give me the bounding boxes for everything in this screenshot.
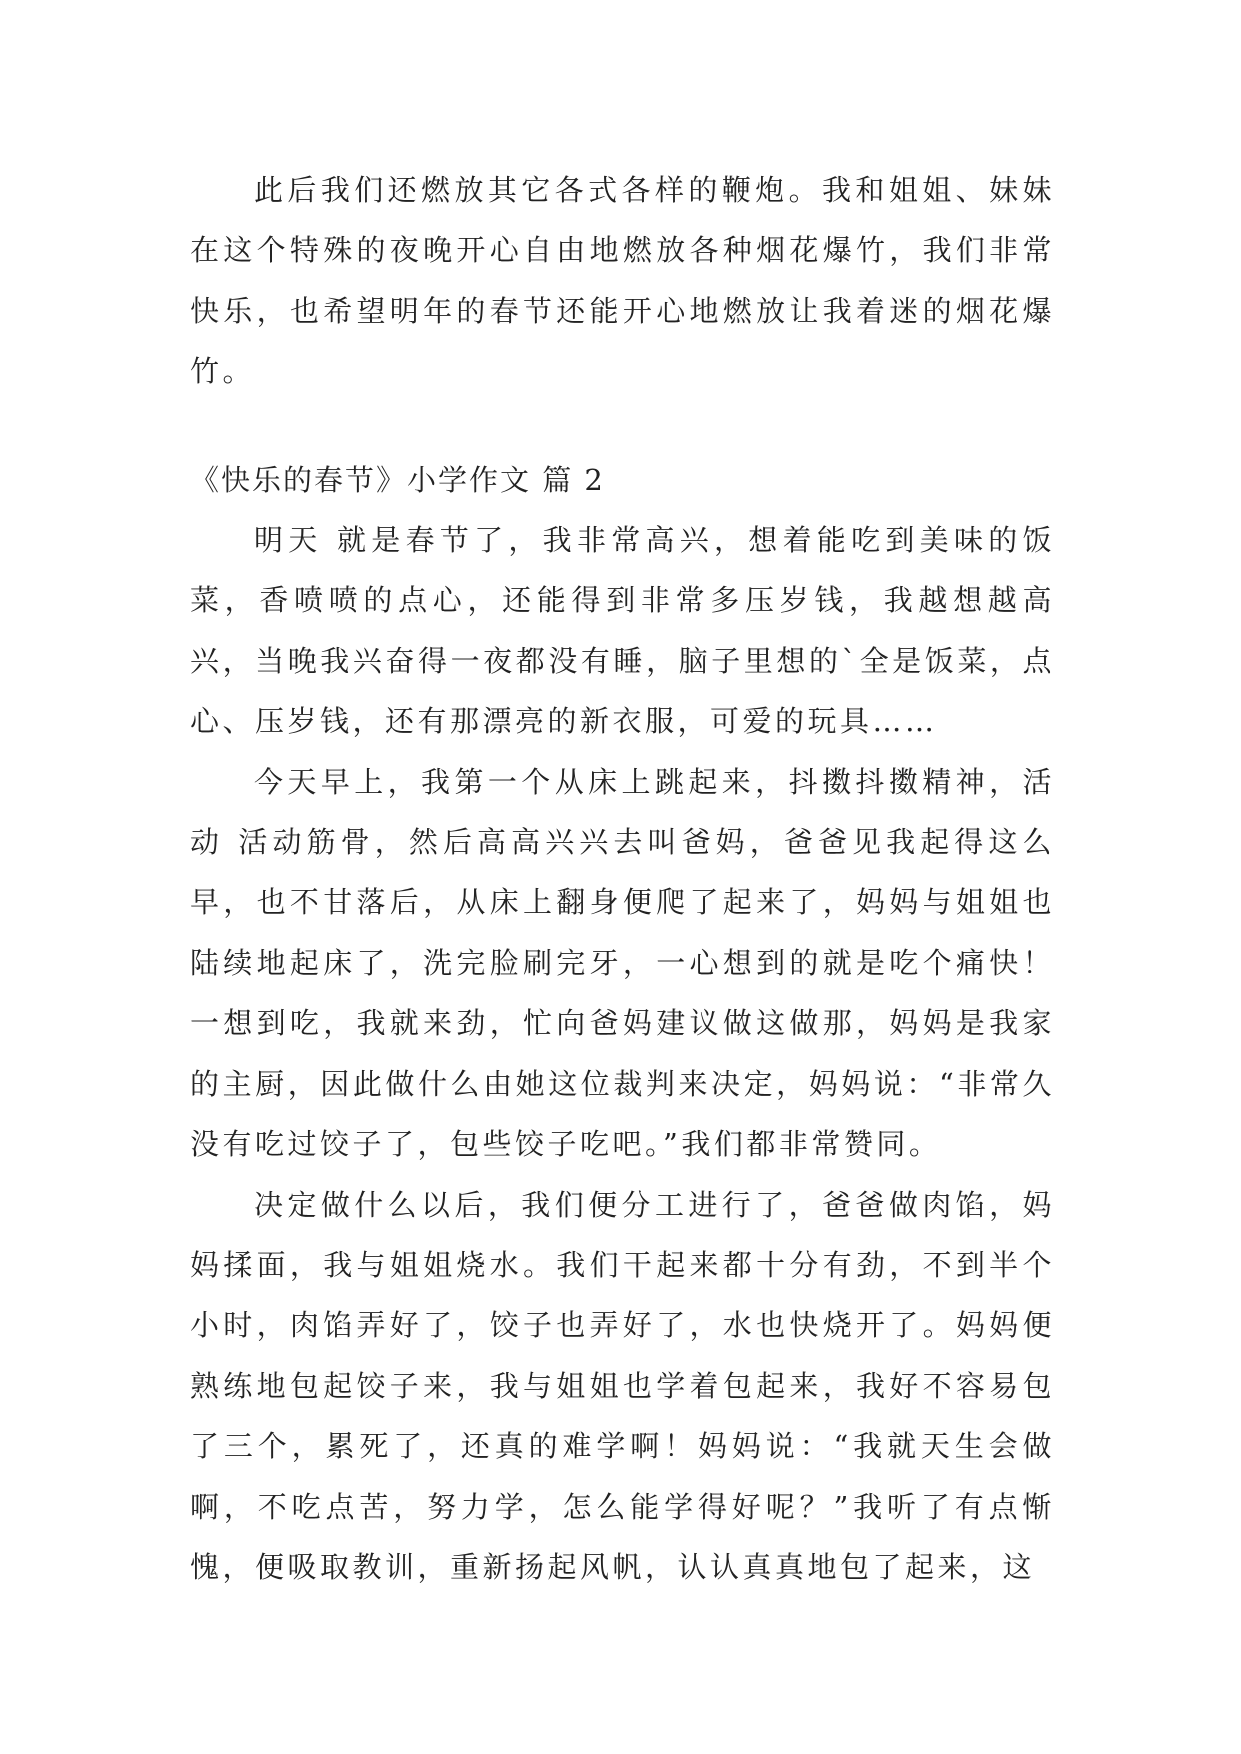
paragraph-eve: 明天 就是春节了，我非常高兴，想着能吃到美味的饭菜，香喷喷的点心，还能得到非常多压岁钱，我越想越高兴，当晚我兴奋得一夜都没有睡，脑子里想的`全是饭菜，点心、压岁钱，还有那漂亮的新衣服，可爱的玩具…… bbox=[190, 523, 1055, 739]
paragraph-fireworks: 此后我们还燃放其它各式各样的鞭炮。我和姐姐、妹妹在这个特殊的夜晚开心自由地燃放各种烟花爆竹，我们非常快乐，也希望明年的春节还能开心地燃放让我着迷的烟花爆竹。 bbox=[190, 173, 1055, 389]
paragraph-dumplings: 决定做什么以后，我们便分工进行了，爸爸做肉馅，妈妈揉面，我与姐姐烧水。我们干起来都十分有劲，不到半个小时，肉馅弄好了，饺子也弄好了，水也快烧开了。妈妈便熟练地包起饺子来，我与姐姐也学着包起来，我好不容易包了三个，累死了，还真的难学啊！妈妈说：“我就天生会做啊，不吃点苦，努力学，怎么能学得好呢？”我听了有点惭愧，便吸取教训，重新扬起风帆，认认真真地包了起来，这 bbox=[190, 1187, 1055, 1584]
section-title: 《快乐的春节》小学作文 篇 2 bbox=[190, 462, 605, 497]
paragraph-morning: 今天早上，我第一个从床上跳起来，抖擞抖擞精神，活动 活动筋骨，然后高高兴兴去叫爸妈，爸爸见我起得这么早，也不甘落后，从床上翻身便爬了起来了，妈妈与姐姐也陆续地起床了，洗完脸刷完牙，一心想到的就是吃个痛快！一想到吃，我就来劲，忙向爸妈建议做这做那，妈妈是我家的主厨，因此做什么由她这位裁判来决定，妈妈说：“非常久没有吃过饺子了，包些饺子吃吧。”我们都非常赞同。 bbox=[190, 764, 1055, 1162]
document-body bbox=[190, 160, 1055, 1597]
